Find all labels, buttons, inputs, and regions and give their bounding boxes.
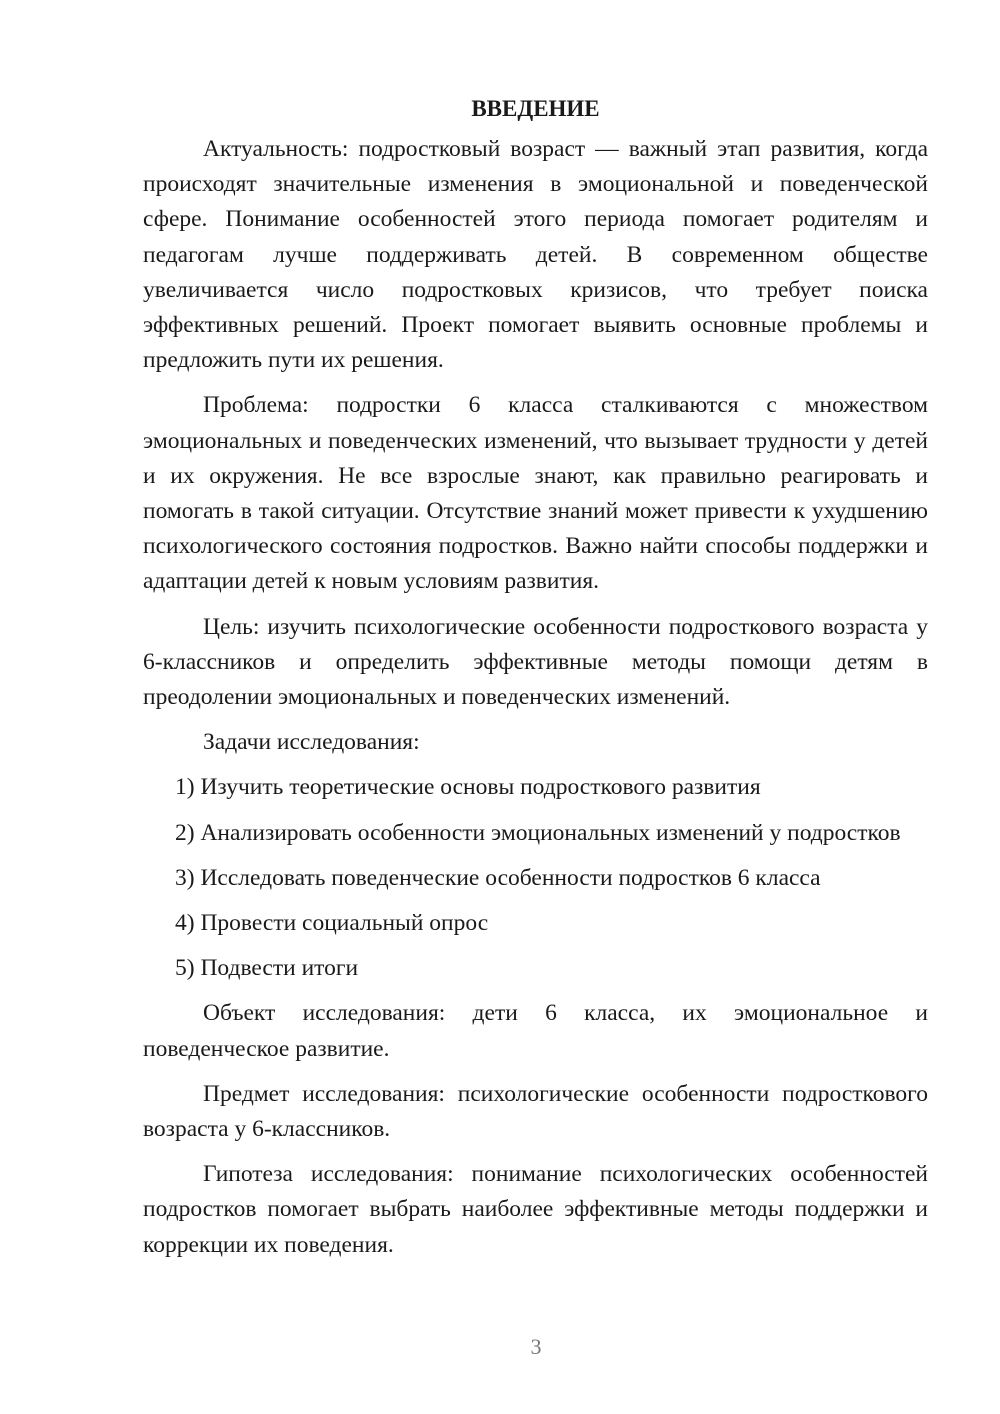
page-number: 3	[530, 1334, 542, 1359]
section-title: ВВЕДЕНИЕ	[471, 96, 600, 121]
task-item: 2) Анализировать особенности эмоциональных изменений у подростков	[175, 819, 901, 846]
tasks-heading: Задачи исследования:	[203, 729, 420, 756]
task-item: 3) Исследовать поведенческие особенности подростков 6 класса	[175, 864, 821, 891]
paragraph-subject: Предмет исследования: психологические особенности подросткового возраста у 6-классников.	[143, 1080, 928, 1143]
paragraph-object: Объект исследования: дети 6 класса, их эмоциональное и поведенческое развитие.	[143, 1000, 928, 1062]
task-item: 4) Провести социальный опрос	[175, 910, 489, 937]
page-content	[143, 92, 928, 1263]
paragraph-problem: Проблема: подростки 6 класса сталкиваются с множеством эмоциональных и поведенческих изменений, что вызывает трудности у детей и их окружения. Не все взрослые знают, как правильно реагировать и помогать в такой ситуации. Отсутствие знаний может привести к ухудшению психологического состояния подростков. Важно найти способы поддержки и адаптации детей к новым условиям развития.	[143, 392, 928, 595]
paragraph-goal: Цель: изучить психологические особенности подросткового возраста у 6-классников и определить эффективные методы помощи детям в преодолении эмоциональных и поведенческих изменений.	[143, 613, 928, 711]
paragraph-hypothesis: Гипотеза исследования: понимание психологических особенностей подростков помогает выбрать наиболее эффективные методы поддержки и коррекции их поведения.	[143, 1161, 928, 1258]
task-item: 5) Подвести итоги	[175, 955, 359, 982]
task-item: 1) Изучить теоретические основы подросткового развития	[175, 774, 761, 801]
paragraph-relevance: Актуальность: подростковый возраст — важный этап развития, когда происходят значительные изменения в эмоциональной и поведенческой сфере. Понимание особенностей этого периода помогает родителям и педагогам лучше поддерживать детей. В современном обществе увеличивается число подростковых кризисов, что требует поиска эффективных решений. Проект помогает выявить основные проблемы и предложить пути их решения.	[143, 136, 928, 374]
